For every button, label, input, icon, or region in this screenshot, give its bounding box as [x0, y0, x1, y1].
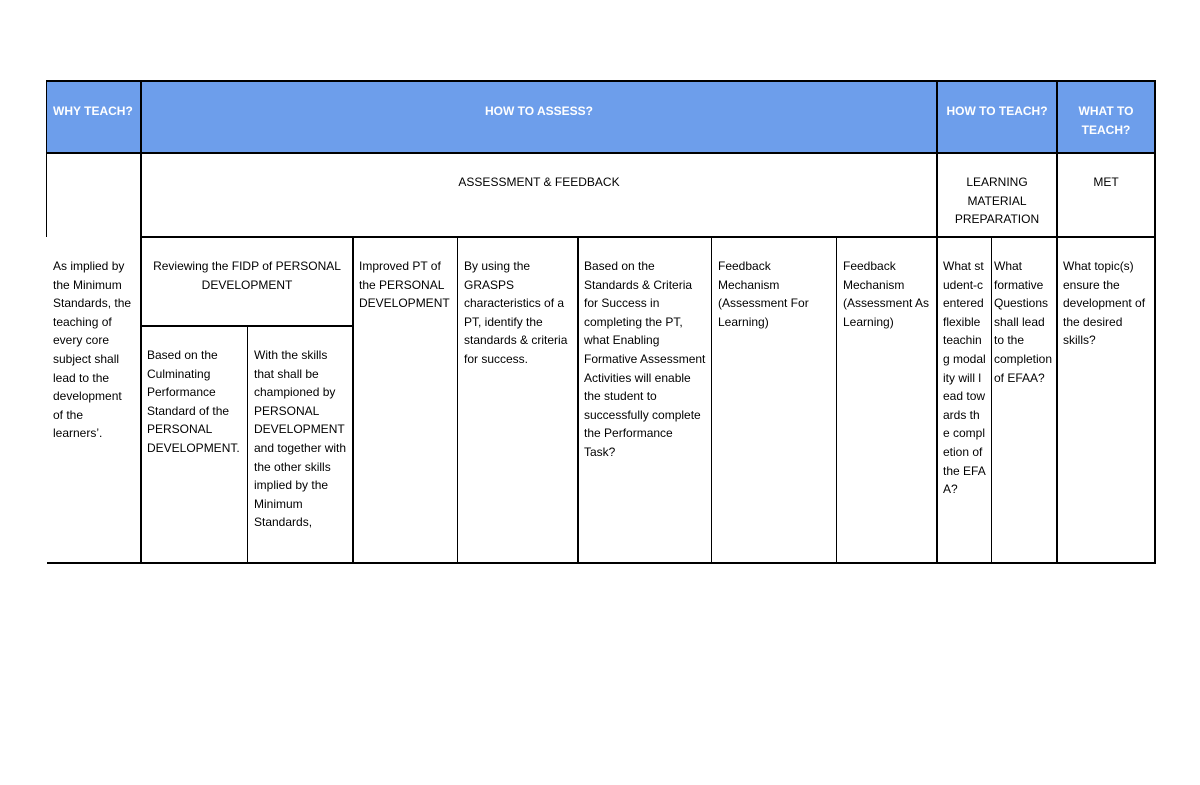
header-why-teach: WHY TEACH? — [47, 81, 141, 153]
grid-line — [936, 80, 938, 564]
header-what-to-teach: WHAT TO TEACH? — [1057, 81, 1155, 153]
grid-line — [46, 80, 47, 237]
grid-line — [47, 80, 1156, 82]
grid-line — [140, 80, 142, 564]
cell-student-centered-modality: What student-centered flexible teaching modality will lead towards the completion of the EFAA? — [943, 259, 986, 497]
grid-line — [352, 236, 354, 564]
cell-culminating-standard: Based on the Culminating Performance Standard of the PERSONAL DEVELOPMENT. — [147, 348, 240, 455]
grid-line — [247, 325, 248, 564]
header-how-to-assess: HOW TO ASSESS? — [141, 81, 937, 153]
grid-line — [47, 152, 1156, 154]
subheader-met: MET — [1093, 175, 1119, 189]
cell-grasps: By using the GRASPS characteristics of a PT, identify the standards & criteria for success. — [464, 259, 568, 366]
grid-line — [1154, 80, 1156, 564]
header-how-to-teach: HOW TO TEACH? — [937, 81, 1057, 153]
cell-feedback-for-learning: Feedback Mechanism (Assessment For Learning) — [718, 259, 809, 329]
cell-feedback-as-learning: Feedback Mechanism (Assessment As Learning) — [843, 259, 930, 329]
grid-line — [577, 236, 579, 564]
grid-line — [836, 236, 837, 564]
grid-line — [47, 562, 1156, 564]
cell-formative-questions: What formative Questions shall lead to the completion of EFAA? — [994, 259, 1053, 385]
grid-line — [711, 236, 712, 564]
cell-improved-pt: Improved PT of the PERSONAL DEVELOPMENT — [359, 259, 450, 311]
subheader-assessment-feedback: ASSESSMENT & FEEDBACK — [458, 175, 620, 189]
subheader-learning-material-preparation: LEARNING MATERIAL PREPARATION — [954, 175, 1040, 227]
cell-reviewing-fidp: Reviewing the FIDP of PERSONAL DEVELOPMENT — [153, 259, 341, 292]
cell-why-teach-text: As implied by the Minimum Standards, the teaching of every core subject shall lead to the development of the learners’. — [53, 259, 132, 441]
grid-line — [457, 236, 458, 564]
grid-line — [1056, 80, 1058, 564]
grid-line — [141, 236, 1156, 238]
grid-line — [991, 236, 992, 564]
cell-what-topics: What topic(s) ensure the development of the desired skills? — [1063, 259, 1146, 348]
cell-skills-championed: With the skills that shall be championed by PERSONAL DEVELOPMENT and together with the other skills implied by the Minimum Standards, — [254, 348, 347, 530]
cell-standards-criteria: Based on the Standards & Criteria for Success in completing the PT, what Enabling Formative Assessment Activities will enable the student to successfully complete the Performance Task? — [584, 259, 706, 459]
